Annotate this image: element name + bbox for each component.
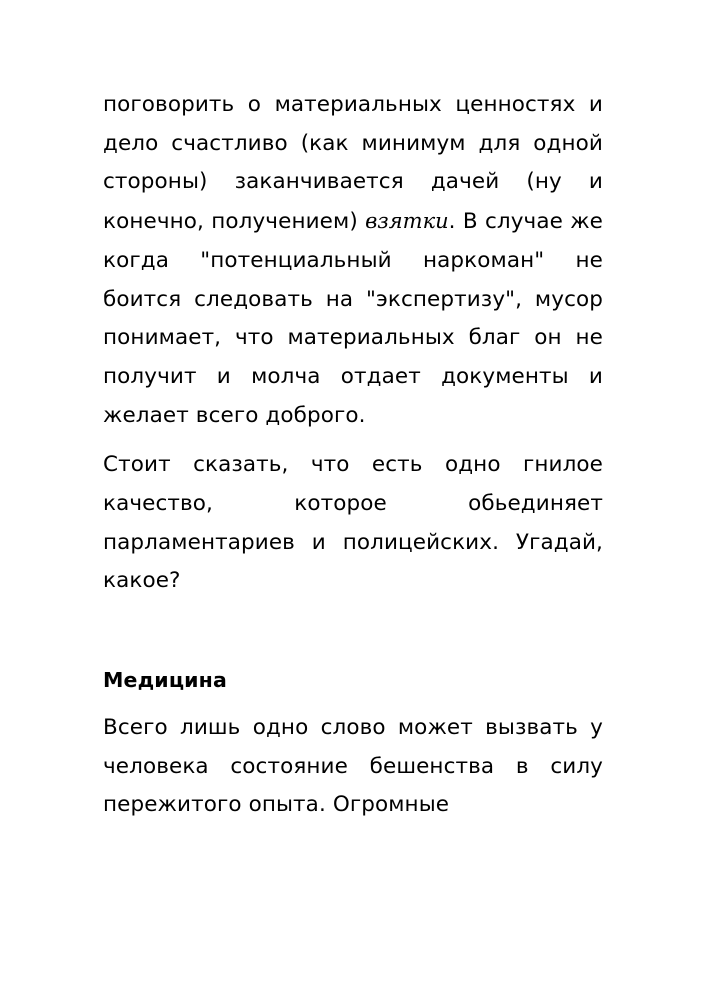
text-column xyxy=(103,86,603,825)
paragraph-bribery-text-after: . В случае же когда "потенциальный наркоман" не боится следовать на "экспертизу", мусор понимает, что материальных благ он не получит и молча отдает документы и желает всего доброго. xyxy=(103,209,603,428)
emphasized-word-vzyatki: взятки xyxy=(365,209,449,234)
section-spacer xyxy=(103,601,603,661)
paragraph-bribery-text-before: поговорить о материальных ценностях и дело счастливо (как минимум для одной стороны) заканчивается дачей (ну и конечно, получением) xyxy=(103,92,603,235)
section-heading-medicine: Медицина xyxy=(103,668,227,693)
heading-bottom-spacer xyxy=(103,700,603,709)
paragraph-medicine-intro: Всего лишь одно слово может вызвать у человека состояние бешенства в силу пережитого опыта. Огромные xyxy=(103,714,603,818)
paragraph-bribery xyxy=(103,86,603,435)
paragraph-spacer xyxy=(103,435,603,446)
paragraph-rotten-quality: Стоит сказать, что есть одно гнилое качество, которое обьединяет парламентариев и полицейских. Угадай, какое? xyxy=(103,452,603,594)
